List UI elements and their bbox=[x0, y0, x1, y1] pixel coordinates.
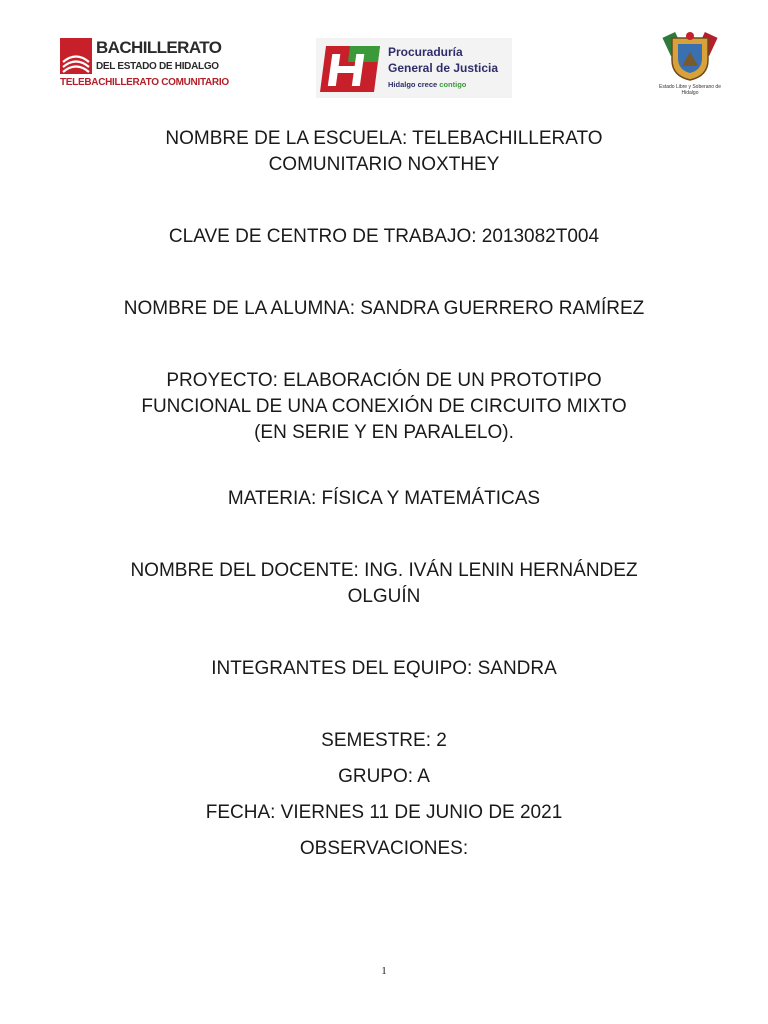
procuraduria-logo bbox=[316, 38, 512, 98]
teacher-name-line1: NOMBRE DEL DOCENTE: ING. IVÁN LENIN HERNÁNDEZ bbox=[130, 560, 638, 581]
student-name: NOMBRE DE LA ALUMNA: SANDRA GUERRERO RAMÍREZ bbox=[123, 298, 645, 319]
logo-center-tagline bbox=[388, 80, 466, 89]
project-line1: PROYECTO: ELABORACIÓN DE UN PROTOTIPO bbox=[166, 370, 602, 391]
logo-center-line1: Procuraduría bbox=[388, 45, 463, 59]
tagline-accent: contigo bbox=[439, 80, 467, 89]
hidalgo-h-emblem-icon bbox=[320, 42, 382, 94]
cover-content bbox=[60, 126, 708, 862]
project-line2: FUNCIONAL DE UNA CONEXIÓN DE CIRCUITO MIXTO bbox=[141, 396, 627, 417]
logo-left-program: TELEBACHILLERATO COMUNITARIO bbox=[60, 77, 229, 88]
semester: SEMESTRE: 2 bbox=[321, 730, 447, 751]
telebachillerato-emblem-icon bbox=[60, 38, 92, 74]
project-line3: (EN SERIE Y EN PARALELO). bbox=[254, 422, 514, 443]
telebachillerato-logo bbox=[60, 36, 229, 92]
team-members: INTEGRANTES DEL EQUIPO: SANDRA bbox=[211, 658, 557, 679]
coat-of-arms-icon bbox=[660, 28, 720, 82]
teacher-name-line2: OLGUÍN bbox=[347, 586, 421, 607]
page-number: 1 bbox=[381, 965, 387, 977]
school-name-line2: COMUNITARIO NOXTHEY bbox=[268, 154, 500, 175]
logo-center-line2: General de Justicia bbox=[388, 61, 499, 75]
work-center-key: CLAVE DE CENTRO DE TRABAJO: 2013082T004 bbox=[168, 226, 600, 247]
crest-caption: Estado Libre y Soberano de Hidalgo bbox=[659, 84, 721, 96]
observations: OBSERVACIONES: bbox=[299, 838, 469, 859]
logo-left-title: BACHILLERATO bbox=[96, 38, 222, 57]
subject: MATERIA: FÍSICA Y MATEMÁTICAS bbox=[227, 488, 541, 509]
date: FECHA: VIERNES 11 DE JUNIO DE 2021 bbox=[205, 802, 563, 823]
school-name-line1: NOMBRE DE LA ESCUELA: TELEBACHILLERATO bbox=[165, 128, 603, 149]
group: GRUPO: A bbox=[338, 766, 430, 787]
hidalgo-state-crest bbox=[650, 28, 730, 104]
logo-left-subtitle: DEL ESTADO DE HIDALGO bbox=[96, 61, 219, 72]
tagline-main: Hidalgo crece bbox=[388, 80, 440, 89]
